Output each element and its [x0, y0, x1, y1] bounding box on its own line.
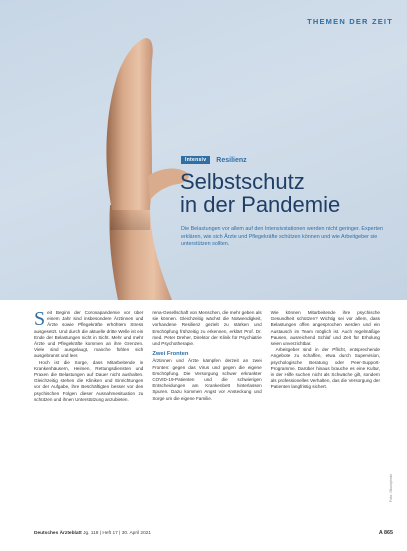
- paragraph: Wie können Mitarbeitende ihre psychische Gesundheit schützen? Wichtig sei vor allem, dass Belastungen offen angesprochen werden und ein Austausch im Team möglich ist. Auch regelmäßige Pausen, ausreichend Schlaf und Zeit für Erholung seien unverzichtbar.: [270, 310, 380, 347]
- paragraph: Ärztinnen und Ärzte kämpfen derzeit an zwei Fronten: gegen das Virus und gegen die eigene Erschöpfung. Die Versorgung schwer erkrankter COVID-19-Patienten und die schwierigen Entscheidungen am Krankenbett hinterlassen Spuren. Dazu kommen Angst vor Ansteckung und Sorge um die eigene Familie.: [152, 358, 262, 401]
- column-3: [271, 310, 380, 530]
- lead-paragraph: Die Belastungen vor allem auf den Intensivstationen werden nicht geringer. Experten erklären, wie sich Ärzte und Pflegekräfte schützen können und wie Arbeitgeber sie unterstützen sollten.: [181, 226, 383, 248]
- page-title: [180, 170, 400, 216]
- page-footer: [34, 530, 393, 536]
- column-1: [34, 310, 143, 530]
- magazine-name: Deutsches Ärzteblatt: [34, 530, 82, 536]
- paragraph-text: eit Beginn der Coronapandemie vor über einem Jahr sind insbesondere Ärztinnen und Ärzte sowie Pflegekräfte erhöhtem Stress ausgesetzt. Und durch die aktuelle dritte Welle ist ein Ende der Belastungen nicht in Sicht. Mehr und mehr Ärzte und Pflegekräfte kommen an ihre Grenzen. Viele sind ausgelaugt, manche fühlen sich ausgebrannt und leer.: [34, 310, 144, 359]
- paragraph: Arbeitgeber sind in der Pflicht, entsprechende Angebote zu schaffen, etwa durch Supervision, psychologische Beratung oder Peer-Support-Programme. Darüber hinaus brauche es eine Kultur, in der Hilfe suchen nicht als Schwäche gilt, sondern als professionelles Verhalten, das die Versorgung der Patienten langfristig sichert.: [270, 347, 380, 390]
- article-body: [34, 310, 380, 530]
- column-2: [152, 310, 261, 530]
- subheading: Zwei Fronten: [152, 351, 189, 358]
- headline-line-2: in der Pandemie: [180, 192, 341, 217]
- kicker-label: Resilienz: [216, 156, 247, 164]
- section-label: THEMEN DER ZEIT: [307, 17, 393, 26]
- headline-line-1: Selbstschutz: [180, 169, 305, 194]
- kicker-tag: Intensiv: [181, 156, 210, 164]
- paragraph: rena-Gesellschaft von Menschen, die mehr geben als sie können. Gleichzeitig wächst die Notwendigkeit, vorhandene Resilienz gezielt zu stärken und Erschöpfung frühzeitig zu erkennen, erklärt Prof. Dr. med. Peter Dreher, Direktor der Klinik für Psychiatrie und Psychotherapie.: [152, 310, 262, 347]
- dropcap: S: [34, 308, 46, 330]
- page-number: A 865: [378, 530, 393, 536]
- photo-credit: Foto: iStockphoto: [389, 474, 393, 502]
- issue-info: Jg. 118 | Heft 17 | 30. April 2021: [83, 530, 152, 536]
- paragraph: [34, 310, 143, 360]
- paragraph: Hoch ist die Sorge, dass Mitarbeitende in Krankenhäusern, Heimen, Rettungsdiensten und Praxen die Belastungen auf Dauer nicht aushalten. Gleichzeitig stehen die Kliniken und Einrichtungen vor der Aufgabe, ihre Beschäftigten besser vor den psychischen Folgen dieser Ausnahmesituation zu schützen und ihnen Unterstützung anzubieten.: [34, 359, 144, 402]
- kicker: [181, 156, 247, 164]
- footer-source: [34, 531, 151, 536]
